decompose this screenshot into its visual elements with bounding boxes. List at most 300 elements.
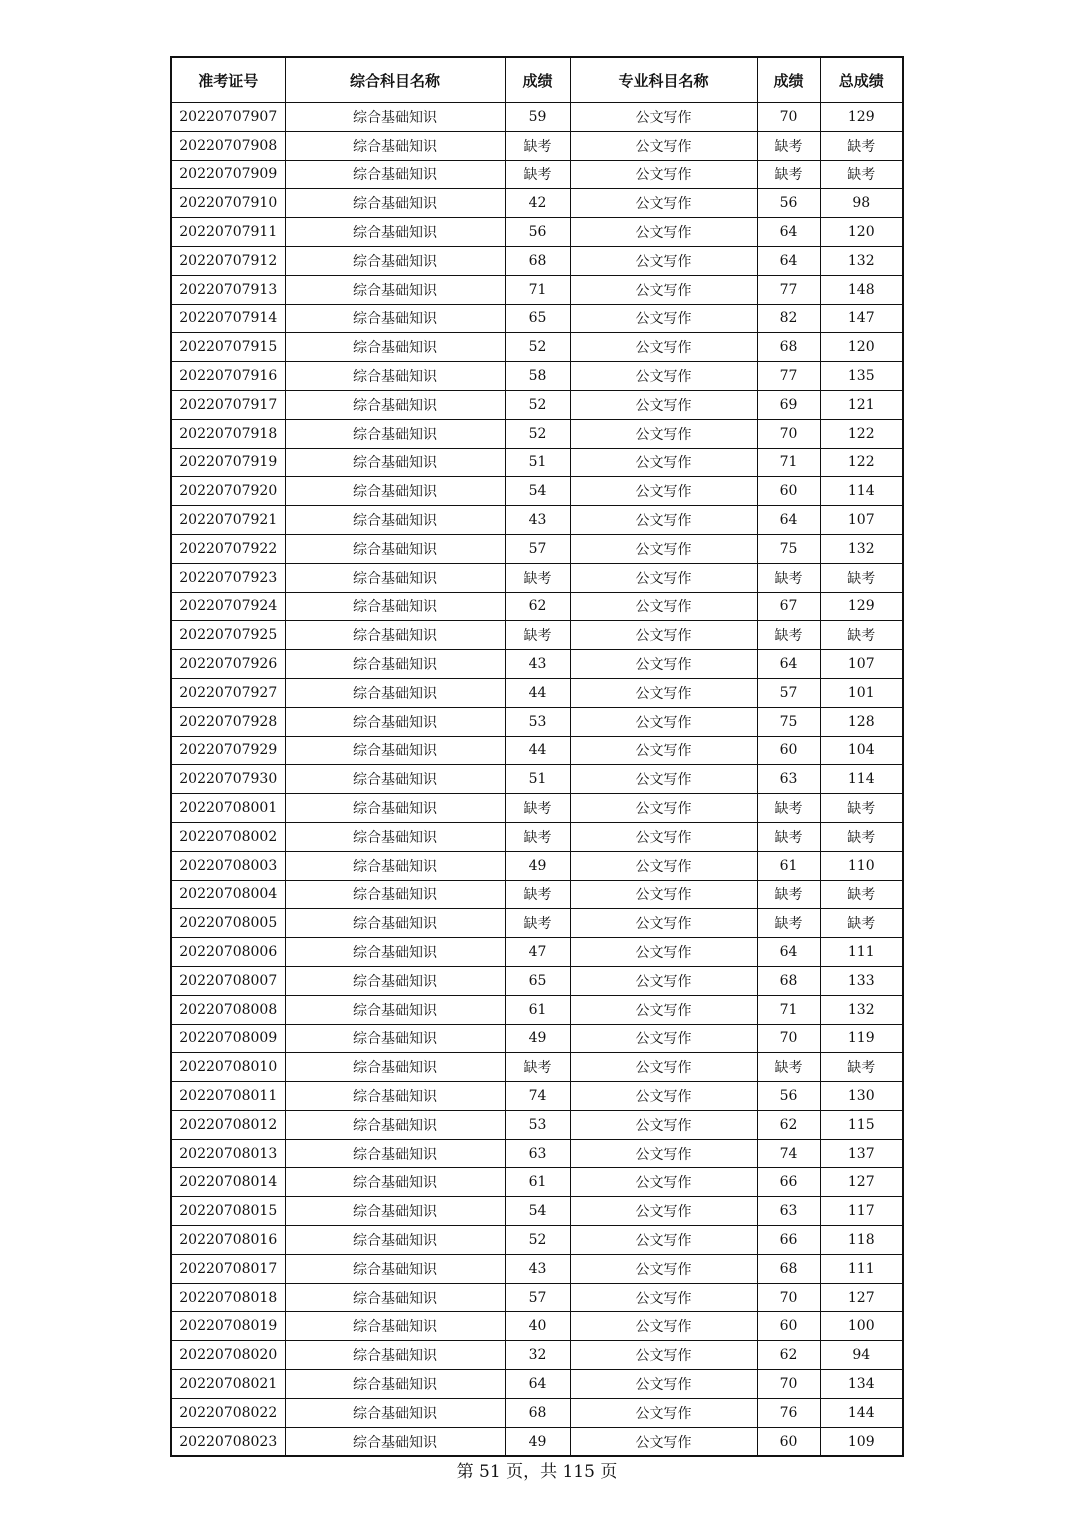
table-row: [171, 909, 903, 938]
major-score-cell: 75: [757, 534, 820, 563]
major-subject-cell: 公文写作: [570, 534, 757, 563]
total-score-cell: 122: [820, 419, 903, 448]
table-row: [171, 736, 903, 765]
general-score-cell: 52: [505, 1226, 570, 1255]
total-score-cell: 115: [820, 1110, 903, 1139]
general-subject-cell: 综合基础知识: [285, 1197, 505, 1226]
major-subject-cell: 公文写作: [570, 822, 757, 851]
major-subject-cell: 公文写作: [570, 362, 757, 391]
table-row: [171, 995, 903, 1024]
general-subject-cell: 综合基础知识: [285, 1398, 505, 1427]
exam-id-cell: 20220707927: [171, 678, 285, 707]
general-subject-cell: 综合基础知识: [285, 1168, 505, 1197]
major-score-cell: 68: [757, 1254, 820, 1283]
total-score-cell: 120: [820, 218, 903, 247]
general-subject-cell: 综合基础知识: [285, 851, 505, 880]
total-score-cell: 110: [820, 851, 903, 880]
major-score-cell: 56: [757, 189, 820, 218]
total-score-cell: 94: [820, 1341, 903, 1370]
major-score-cell: 70: [757, 1283, 820, 1312]
table-row: [171, 621, 903, 650]
table-row: [171, 1110, 903, 1139]
general-subject-cell: 综合基础知识: [285, 1139, 505, 1168]
major-score-cell: 缺考: [757, 909, 820, 938]
total-score-cell: 114: [820, 477, 903, 506]
general-score-cell: 43: [505, 650, 570, 679]
major-score-cell: 68: [757, 966, 820, 995]
exam-id-cell: 20220707916: [171, 362, 285, 391]
major-score-cell: 75: [757, 707, 820, 736]
exam-id-cell: 20220708020: [171, 1341, 285, 1370]
table-row: [171, 103, 903, 132]
general-score-cell: 43: [505, 1254, 570, 1283]
header-major-score: 成绩: [757, 57, 820, 103]
major-subject-cell: 公文写作: [570, 794, 757, 823]
general-subject-cell: 综合基础知识: [285, 1283, 505, 1312]
major-subject-cell: 公文写作: [570, 189, 757, 218]
major-subject-cell: 公文写作: [570, 880, 757, 909]
major-score-cell: 60: [757, 736, 820, 765]
major-subject-cell: 公文写作: [570, 419, 757, 448]
exam-id-cell: 20220708005: [171, 909, 285, 938]
general-score-cell: 缺考: [505, 880, 570, 909]
general-subject-cell: 综合基础知识: [285, 621, 505, 650]
general-score-cell: 52: [505, 333, 570, 362]
header-total-score: 总成绩: [820, 57, 903, 103]
exam-id-cell: 20220708012: [171, 1110, 285, 1139]
major-subject-cell: 公文写作: [570, 678, 757, 707]
general-score-cell: 44: [505, 678, 570, 707]
major-subject-cell: 公文写作: [570, 477, 757, 506]
exam-id-cell: 20220707928: [171, 707, 285, 736]
table-row: [171, 765, 903, 794]
total-score-cell: 135: [820, 362, 903, 391]
major-subject-cell: 公文写作: [570, 390, 757, 419]
total-score-cell: 117: [820, 1197, 903, 1226]
major-subject-cell: 公文写作: [570, 1226, 757, 1255]
exam-id-cell: 20220708002: [171, 822, 285, 851]
general-subject-cell: 综合基础知识: [285, 650, 505, 679]
table-row: [171, 650, 903, 679]
exam-id-cell: 20220707920: [171, 477, 285, 506]
general-subject-cell: 综合基础知识: [285, 275, 505, 304]
exam-id-cell: 20220707913: [171, 275, 285, 304]
general-subject-cell: 综合基础知识: [285, 333, 505, 362]
major-subject-cell: 公文写作: [570, 736, 757, 765]
general-subject-cell: 综合基础知识: [285, 304, 505, 333]
exam-id-cell: 20220708014: [171, 1168, 285, 1197]
major-subject-cell: 公文写作: [570, 995, 757, 1024]
table-row: [171, 362, 903, 391]
table-row: [171, 1312, 903, 1341]
exam-id-cell: 20220707926: [171, 650, 285, 679]
general-subject-cell: 综合基础知识: [285, 131, 505, 160]
exam-id-cell: 20220708007: [171, 966, 285, 995]
general-score-cell: 53: [505, 707, 570, 736]
exam-id-cell: 20220708010: [171, 1053, 285, 1082]
exam-id-cell: 20220708016: [171, 1226, 285, 1255]
major-score-cell: 68: [757, 333, 820, 362]
exam-id-cell: 20220708023: [171, 1427, 285, 1456]
major-score-cell: 77: [757, 362, 820, 391]
exam-id-cell: 20220707907: [171, 103, 285, 132]
major-score-cell: 60: [757, 477, 820, 506]
general-score-cell: 54: [505, 1197, 570, 1226]
total-score-cell: 127: [820, 1283, 903, 1312]
table-row: [171, 246, 903, 275]
general-score-cell: 40: [505, 1312, 570, 1341]
total-score-cell: 137: [820, 1139, 903, 1168]
major-score-cell: 64: [757, 246, 820, 275]
exam-id-cell: 20220707908: [171, 131, 285, 160]
exam-id-cell: 20220708008: [171, 995, 285, 1024]
total-score-cell: 缺考: [820, 563, 903, 592]
table-row: [171, 592, 903, 621]
general-score-cell: 51: [505, 448, 570, 477]
general-score-cell: 54: [505, 477, 570, 506]
table-row: [171, 304, 903, 333]
total-score-cell: 109: [820, 1427, 903, 1456]
major-subject-cell: 公文写作: [570, 1370, 757, 1399]
table-row: [171, 1398, 903, 1427]
general-score-cell: 61: [505, 995, 570, 1024]
total-score-cell: 144: [820, 1398, 903, 1427]
major-subject-cell: 公文写作: [570, 1082, 757, 1111]
general-score-cell: 49: [505, 851, 570, 880]
general-score-cell: 缺考: [505, 131, 570, 160]
general-score-cell: 52: [505, 419, 570, 448]
total-score-cell: 134: [820, 1370, 903, 1399]
general-subject-cell: 综合基础知识: [285, 995, 505, 1024]
exam-id-cell: 20220708006: [171, 938, 285, 967]
major-subject-cell: 公文写作: [570, 707, 757, 736]
general-subject-cell: 综合基础知识: [285, 390, 505, 419]
page-footer: 第 51 页，共 115 页: [456, 1462, 618, 1482]
total-score-cell: 100: [820, 1312, 903, 1341]
table-row: [171, 390, 903, 419]
general-subject-cell: 综合基础知识: [285, 189, 505, 218]
general-score-cell: 42: [505, 189, 570, 218]
major-score-cell: 82: [757, 304, 820, 333]
total-score-cell: 104: [820, 736, 903, 765]
general-score-cell: 62: [505, 592, 570, 621]
major-subject-cell: 公文写作: [570, 851, 757, 880]
general-score-cell: 32: [505, 1341, 570, 1370]
major-subject-cell: 公文写作: [570, 621, 757, 650]
general-score-cell: 61: [505, 1168, 570, 1197]
table-row: [171, 1082, 903, 1111]
major-score-cell: 66: [757, 1168, 820, 1197]
total-score-cell: 148: [820, 275, 903, 304]
general-subject-cell: 综合基础知识: [285, 1110, 505, 1139]
general-subject-cell: 综合基础知识: [285, 1082, 505, 1111]
table-row: [171, 275, 903, 304]
major-subject-cell: 公文写作: [570, 1341, 757, 1370]
general-score-cell: 缺考: [505, 563, 570, 592]
general-subject-cell: 综合基础知识: [285, 160, 505, 189]
general-score-cell: 65: [505, 304, 570, 333]
total-score-cell: 缺考: [820, 621, 903, 650]
exam-id-cell: 20220707922: [171, 534, 285, 563]
general-subject-cell: 综合基础知识: [285, 419, 505, 448]
general-subject-cell: 综合基础知识: [285, 592, 505, 621]
major-score-cell: 64: [757, 938, 820, 967]
total-score-cell: 129: [820, 103, 903, 132]
exam-id-cell: 20220707910: [171, 189, 285, 218]
exam-id-cell: 20220708011: [171, 1082, 285, 1111]
total-score-cell: 缺考: [820, 794, 903, 823]
general-score-cell: 缺考: [505, 909, 570, 938]
exam-id-cell: 20220707911: [171, 218, 285, 247]
major-score-cell: 74: [757, 1139, 820, 1168]
table-row: [171, 1254, 903, 1283]
major-subject-cell: 公文写作: [570, 304, 757, 333]
total-score-cell: 130: [820, 1082, 903, 1111]
major-subject-cell: 公文写作: [570, 1197, 757, 1226]
exam-id-cell: 20220708004: [171, 880, 285, 909]
general-subject-cell: 综合基础知识: [285, 448, 505, 477]
general-subject-cell: 综合基础知识: [285, 1254, 505, 1283]
general-subject-cell: 综合基础知识: [285, 822, 505, 851]
general-score-cell: 43: [505, 506, 570, 535]
general-subject-cell: 综合基础知识: [285, 1370, 505, 1399]
major-subject-cell: 公文写作: [570, 650, 757, 679]
major-subject-cell: 公文写作: [570, 218, 757, 247]
header-general-subject: 综合科目名称: [285, 57, 505, 103]
exam-id-cell: 20220707930: [171, 765, 285, 794]
major-score-cell: 71: [757, 448, 820, 477]
total-score-cell: 129: [820, 592, 903, 621]
total-score-cell: 132: [820, 534, 903, 563]
table-row: [171, 678, 903, 707]
major-score-cell: 64: [757, 506, 820, 535]
exam-id-cell: 20220708015: [171, 1197, 285, 1226]
major-subject-cell: 公文写作: [570, 563, 757, 592]
exam-id-cell: 20220708001: [171, 794, 285, 823]
table-row: [171, 938, 903, 967]
major-subject-cell: 公文写作: [570, 1053, 757, 1082]
major-subject-cell: 公文写作: [570, 448, 757, 477]
total-score-cell: 缺考: [820, 822, 903, 851]
total-score-cell: 128: [820, 707, 903, 736]
exam-id-cell: 20220707919: [171, 448, 285, 477]
table-row: [171, 1283, 903, 1312]
header-general-score: 成绩: [505, 57, 570, 103]
general-subject-cell: 综合基础知识: [285, 1024, 505, 1053]
major-subject-cell: 公文写作: [570, 1398, 757, 1427]
major-subject-cell: 公文写作: [570, 1110, 757, 1139]
total-score-cell: 133: [820, 966, 903, 995]
major-score-cell: 61: [757, 851, 820, 880]
general-score-cell: 缺考: [505, 794, 570, 823]
major-subject-cell: 公文写作: [570, 1427, 757, 1456]
general-subject-cell: 综合基础知识: [285, 103, 505, 132]
major-subject-cell: 公文写作: [570, 131, 757, 160]
total-score-cell: 147: [820, 304, 903, 333]
general-score-cell: 68: [505, 246, 570, 275]
exam-id-cell: 20220708022: [171, 1398, 285, 1427]
major-subject-cell: 公文写作: [570, 1139, 757, 1168]
general-subject-cell: 综合基础知识: [285, 506, 505, 535]
header-major-subject: 专业科目名称: [570, 57, 757, 103]
exam-id-cell: 20220708018: [171, 1283, 285, 1312]
major-subject-cell: 公文写作: [570, 1312, 757, 1341]
major-score-cell: 缺考: [757, 131, 820, 160]
total-score-cell: 118: [820, 1226, 903, 1255]
table-row: [171, 794, 903, 823]
major-score-cell: 缺考: [757, 1053, 820, 1082]
total-score-cell: 缺考: [820, 880, 903, 909]
general-subject-cell: 综合基础知识: [285, 966, 505, 995]
general-subject-cell: 综合基础知识: [285, 909, 505, 938]
exam-id-cell: 20220707912: [171, 246, 285, 275]
major-score-cell: 64: [757, 218, 820, 247]
general-subject-cell: 综合基础知识: [285, 246, 505, 275]
general-subject-cell: 综合基础知识: [285, 218, 505, 247]
major-score-cell: 64: [757, 650, 820, 679]
general-subject-cell: 综合基础知识: [285, 678, 505, 707]
table-row: [171, 131, 903, 160]
general-subject-cell: 综合基础知识: [285, 1053, 505, 1082]
exam-id-cell: 20220708013: [171, 1139, 285, 1168]
table-row: [171, 707, 903, 736]
table-row: [171, 1427, 903, 1456]
major-score-cell: 缺考: [757, 822, 820, 851]
general-score-cell: 缺考: [505, 621, 570, 650]
total-score-cell: 122: [820, 448, 903, 477]
total-score-cell: 107: [820, 506, 903, 535]
table-header-row: [171, 57, 903, 103]
exam-id-cell: 20220707914: [171, 304, 285, 333]
major-subject-cell: 公文写作: [570, 103, 757, 132]
general-score-cell: 64: [505, 1370, 570, 1399]
major-score-cell: 63: [757, 765, 820, 794]
exam-id-cell: 20220708003: [171, 851, 285, 880]
major-score-cell: 62: [757, 1341, 820, 1370]
major-subject-cell: 公文写作: [570, 1254, 757, 1283]
exam-id-cell: 20220707921: [171, 506, 285, 535]
general-score-cell: 57: [505, 1283, 570, 1312]
exam-id-cell: 20220707917: [171, 390, 285, 419]
table-row: [171, 218, 903, 247]
general-score-cell: 74: [505, 1082, 570, 1111]
major-score-cell: 62: [757, 1110, 820, 1139]
general-score-cell: 缺考: [505, 822, 570, 851]
general-subject-cell: 综合基础知识: [285, 563, 505, 592]
exam-id-cell: 20220707924: [171, 592, 285, 621]
total-score-cell: 111: [820, 1254, 903, 1283]
table-row: [171, 822, 903, 851]
table-row: [171, 448, 903, 477]
general-score-cell: 56: [505, 218, 570, 247]
major-score-cell: 70: [757, 1370, 820, 1399]
exam-id-cell: 20220707915: [171, 333, 285, 362]
general-subject-cell: 综合基础知识: [285, 1226, 505, 1255]
general-subject-cell: 综合基础知识: [285, 765, 505, 794]
total-score-cell: 缺考: [820, 160, 903, 189]
general-subject-cell: 综合基础知识: [285, 477, 505, 506]
general-score-cell: 49: [505, 1024, 570, 1053]
general-subject-cell: 综合基础知识: [285, 880, 505, 909]
table-row: [171, 851, 903, 880]
table-row: [171, 1139, 903, 1168]
header-exam-id: 准考证号: [171, 57, 285, 103]
table-row: [171, 1053, 903, 1082]
total-score-cell: 缺考: [820, 909, 903, 938]
total-score-cell: 119: [820, 1024, 903, 1053]
major-score-cell: 77: [757, 275, 820, 304]
general-score-cell: 缺考: [505, 1053, 570, 1082]
table-row: [171, 534, 903, 563]
major-subject-cell: 公文写作: [570, 966, 757, 995]
general-score-cell: 63: [505, 1139, 570, 1168]
major-score-cell: 缺考: [757, 880, 820, 909]
general-score-cell: 44: [505, 736, 570, 765]
general-score-cell: 52: [505, 390, 570, 419]
table-row: [171, 1168, 903, 1197]
general-subject-cell: 综合基础知识: [285, 534, 505, 563]
major-subject-cell: 公文写作: [570, 909, 757, 938]
general-score-cell: 71: [505, 275, 570, 304]
major-score-cell: 60: [757, 1312, 820, 1341]
major-score-cell: 缺考: [757, 563, 820, 592]
exam-id-cell: 20220707918: [171, 419, 285, 448]
major-subject-cell: 公文写作: [570, 160, 757, 189]
total-score-cell: 缺考: [820, 131, 903, 160]
general-score-cell: 缺考: [505, 160, 570, 189]
table-row: [171, 1370, 903, 1399]
general-score-cell: 53: [505, 1110, 570, 1139]
exam-id-cell: 20220707909: [171, 160, 285, 189]
major-subject-cell: 公文写作: [570, 938, 757, 967]
major-score-cell: 67: [757, 592, 820, 621]
total-score-cell: 101: [820, 678, 903, 707]
general-subject-cell: 综合基础知识: [285, 736, 505, 765]
general-score-cell: 68: [505, 1398, 570, 1427]
exam-id-cell: 20220707929: [171, 736, 285, 765]
table-row: [171, 160, 903, 189]
general-subject-cell: 综合基础知识: [285, 362, 505, 391]
major-subject-cell: 公文写作: [570, 275, 757, 304]
general-score-cell: 47: [505, 938, 570, 967]
table-row: [171, 563, 903, 592]
major-subject-cell: 公文写作: [570, 246, 757, 275]
major-subject-cell: 公文写作: [570, 1283, 757, 1312]
table-row: [171, 189, 903, 218]
general-score-cell: 51: [505, 765, 570, 794]
general-score-cell: 57: [505, 534, 570, 563]
total-score-cell: 缺考: [820, 1053, 903, 1082]
general-score-cell: 58: [505, 362, 570, 391]
table-row: [171, 1024, 903, 1053]
total-score-cell: 120: [820, 333, 903, 362]
total-score-cell: 132: [820, 995, 903, 1024]
table-row: [171, 1341, 903, 1370]
major-score-cell: 70: [757, 103, 820, 132]
major-score-cell: 60: [757, 1427, 820, 1456]
major-subject-cell: 公文写作: [570, 506, 757, 535]
major-score-cell: 70: [757, 419, 820, 448]
total-score-cell: 132: [820, 246, 903, 275]
general-subject-cell: 综合基础知识: [285, 1312, 505, 1341]
table-row: [171, 477, 903, 506]
general-subject-cell: 综合基础知识: [285, 794, 505, 823]
major-subject-cell: 公文写作: [570, 765, 757, 794]
major-score-cell: 71: [757, 995, 820, 1024]
table-body: [171, 103, 903, 1457]
major-subject-cell: 公文写作: [570, 333, 757, 362]
total-score-cell: 107: [820, 650, 903, 679]
